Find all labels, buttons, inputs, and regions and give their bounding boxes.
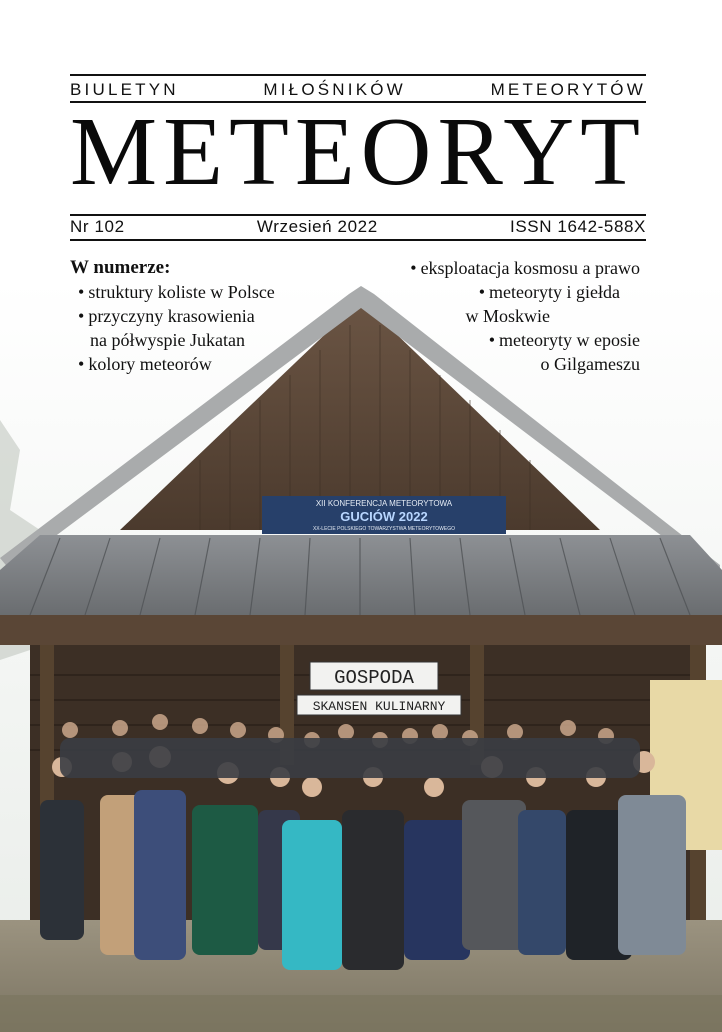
subtitle-word-3: METEORYTÓW	[490, 80, 646, 99]
contents-left	[70, 256, 275, 376]
banner-line2: GUCIÓW 2022	[340, 509, 428, 524]
subtitle-word-2: MIŁOŚNIKÓW	[263, 80, 406, 99]
banner-line3: XX-LECIE POLSKIEGO TOWARZYSTWA METEORYTOWEGO	[312, 526, 456, 532]
contents-item: • eksploatacja kosmosu a prawo	[410, 258, 640, 278]
contents-item-continued: o Gilgameszu	[540, 354, 640, 374]
contents-item: • przyczyny krasowienia	[78, 306, 255, 326]
contents-item: • meteoryty i giełda	[478, 282, 620, 302]
contents-right	[410, 256, 640, 376]
sign-gospoda: GOSPODA	[334, 667, 414, 689]
group-of-people	[40, 714, 686, 970]
contents-item-continued: w Moskwie	[465, 306, 550, 326]
sign-skansen: SKANSEN KULINARNY	[312, 699, 446, 714]
banner-line1: XII KONFERENCJA METEORYTOWA	[315, 499, 453, 508]
subtitle-word-1: BIULETYN	[70, 80, 179, 99]
magazine-title: METEORYT	[69, 98, 647, 206]
cover-photo	[0, 280, 722, 1032]
issn: ISSN 1642-588X	[510, 217, 646, 236]
contents-heading: W numerze:	[70, 257, 171, 278]
contents-item-continued: na półwyspie Jukatan	[90, 330, 245, 350]
issue-date: Wrzesień 2022	[256, 217, 378, 236]
issue-line	[70, 217, 646, 237]
issue-top-rule	[70, 214, 646, 216]
contents-item: • struktury koliste w Polsce	[78, 282, 275, 302]
issue-bottom-rule	[70, 239, 646, 241]
contents-item: • kolory meteorów	[78, 354, 212, 374]
top-rule	[70, 74, 646, 76]
issue-number: Nr 102	[70, 217, 125, 236]
contents-item: • meteoryty w eposie	[488, 330, 640, 350]
masthead-subtitle	[70, 80, 646, 100]
